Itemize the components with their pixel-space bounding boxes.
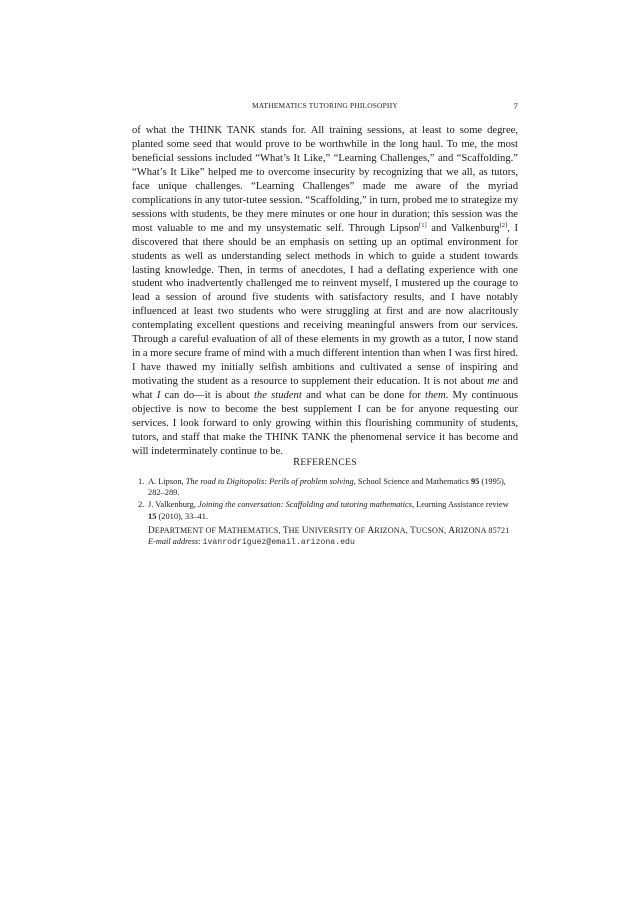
body-text-segment: and Valkenburg bbox=[426, 222, 500, 234]
references-list bbox=[138, 476, 518, 523]
reference-volume: 95 bbox=[470, 477, 480, 486]
body-text-segment: . My continuous objective is now to become the best supplement I can be for anyone requesting our services. I look forward to only growing within this flourishing community of students, tutors, and staff that make the THINK TANK the phenomenal service it has become and will indeterminately continue to be. bbox=[132, 390, 518, 457]
reference-item: 1. A. Lipson, The road to Digitopolis: Perils of problem solving, School Science and Mathematics 95 (1995), 282–289. bbox=[138, 477, 506, 498]
body-text-segment: and what can be done for bbox=[301, 390, 426, 402]
reference-volume: 15 bbox=[148, 511, 157, 521]
emphasis-me: me bbox=[487, 376, 500, 388]
email-label: E-mail address bbox=[148, 537, 199, 546]
body-text-segment: and what bbox=[132, 376, 518, 402]
body-text-segment: of what the THINK TANK stands for. All training sessions, at least to some degree, planted some seed that would prove to be worthwhile in the long haul. To me, the most beneficial sessions included “What’s It Like,” “Learning Challenges,” and “Scaffolding.” “What’s It Like” helped me to overcome insecurity by recognizing that we all, as tutors, face unique challenges. “Learning Challenges” made me aware of the myriad complications in any tutor-tutee session. “Scaffolding,” in turn, probed me to strategize my sessions with students, be they mere minutes or one hour in duration; this session was the most valuable to me and my unsystematic self. Through Lipson bbox=[132, 125, 518, 234]
emphasis-student: the student bbox=[253, 390, 302, 402]
emphasis-i: I bbox=[156, 390, 161, 402]
body-text-segment: , I discovered that there should be an emphasis on setting up an optimal environment for students as well as understanding select methods in which to guide a student towards lasting knowledge. Then, in terms of anecdotes, I had a deflating experience with one student who inadvertently challenged me to reinvent myself, I mustered up the courage to lead a session of around five students with satisfactory results, and I have notably influenced at least two students who were struggling at first and are now alacritously contemplating excellent questions and receiving meaningful answers from our services. Through a careful evaluation of all of these elements in my growth as a tutor, I now stand in a more secure frame of mind with a much different intention than when I was first hired. I have thawed my initially selfish ambitions and cultivated a sense of inspiring and motivating the student as a resource to supplement their education. It is not about bbox=[132, 222, 518, 388]
reference-number: 2. bbox=[138, 500, 145, 510]
references-heading: REFERENCES bbox=[293, 457, 357, 468]
citation-valkenburg[interactable]: [2] bbox=[499, 221, 508, 229]
reference-item: 2. J. Valkenburg, Joining the conversation: Scaffolding and tutoring mathematics, Learning Assistance review 15 (2010), 33–41. bbox=[138, 500, 509, 521]
email-address-link[interactable]: ivanrodriguez@email.arizona.edu bbox=[202, 538, 355, 547]
running-header bbox=[132, 101, 518, 113]
reference-title: The road to Digitopolis: Perils of problem solving bbox=[185, 477, 354, 486]
emphasis-them: them bbox=[425, 390, 446, 402]
running-title: MATHEMATICS TUTORING PHILOSOPHY bbox=[252, 101, 398, 110]
citation-lipson[interactable]: [1] bbox=[419, 221, 427, 229]
reference-number: 1. bbox=[138, 477, 145, 486]
reference-title: Joining the conversation: Scaffolding and tutoring mathematics bbox=[197, 500, 412, 510]
body-paragraph bbox=[132, 124, 518, 459]
author-affiliation: DEPARTMENT OF MATHEMATICS, THE UNIVERSITY OF ARIZONA, TUCSON, ARIZONA 85721 bbox=[148, 525, 510, 535]
email-line: E-mail address: ivanrodriguez@email.arizona.edu bbox=[148, 537, 355, 547]
body-text-segment: can do—it is about bbox=[160, 390, 254, 402]
page-number: 7 bbox=[513, 101, 518, 111]
